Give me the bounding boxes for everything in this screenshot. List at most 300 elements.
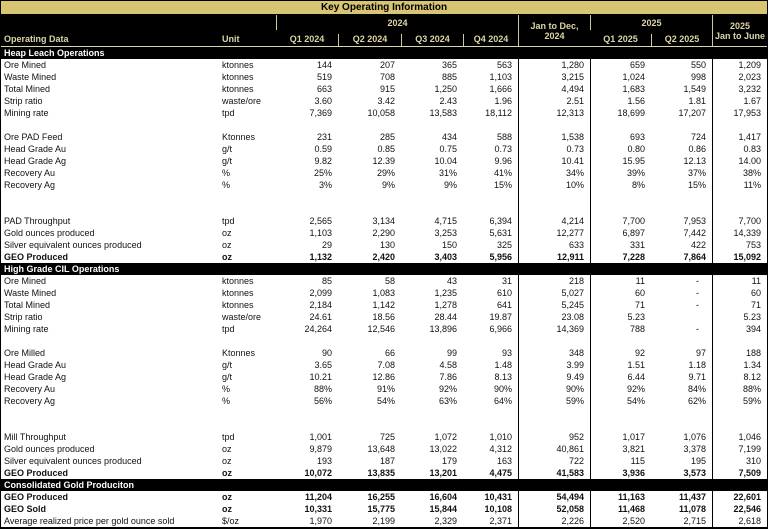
value-q1-2024: 7,369 [309, 108, 332, 118]
row-label-cell: GEO Produced [4, 468, 69, 478]
row-label-cell: GEO Produced [4, 492, 69, 502]
value-jan-to-june-2025: 3,232 [712, 83, 767, 95]
value-jan-to-june-2025: 0.83 [712, 143, 767, 155]
value-q4-2024: 90% [493, 384, 512, 394]
value-q3-2024: 2,329 [434, 516, 457, 526]
table-row [1, 419, 767, 431]
value-q2-2024: 13,648 [367, 444, 395, 454]
section-header-row [1, 263, 767, 275]
table-row [1, 359, 767, 371]
value-q2-2024: 54% [376, 396, 395, 406]
row-label-cell [1, 419, 214, 431]
value-jan-to-dec-2024: 59% [518, 395, 590, 407]
value-q1-2024: 519 [316, 72, 332, 82]
value-jan-to-june-2025: 7,509 [712, 467, 767, 479]
value-q1-2024: 10,072 [304, 468, 332, 478]
unit-cell: ktonnes [222, 276, 254, 286]
row-label-cell: Mining rate [4, 108, 49, 118]
header-group-2025: 2025 [590, 15, 712, 30]
table-row [1, 287, 767, 299]
section-title: High Grade CIL Operations [4, 264, 120, 274]
value-q2-2024: 10,058 [367, 108, 395, 118]
value-q4-2024 [463, 191, 518, 203]
value-q2-2025: - [696, 276, 699, 286]
header-q4-2024: Q4 2024 [463, 34, 518, 46]
value-q4-2024: 563 [496, 60, 512, 70]
value-q1-2025: 1,017 [590, 431, 651, 443]
value-q1-2025: 659 [590, 59, 651, 71]
header-jan-to-june-line2: Jan to June [714, 30, 765, 41]
unit-cell: % [222, 180, 231, 190]
value-jan-to-dec-2024: 1,538 [518, 131, 590, 143]
header-q2-2025: Q2 2025 [651, 34, 712, 46]
value-q3-2024: 31% [438, 168, 457, 178]
value-jan-to-dec-2024: 12,911 [518, 251, 590, 263]
header-col-jan-to-dec-2024 [518, 15, 590, 46]
value-q4-2024: 4,475 [489, 468, 512, 478]
value-q1-2025: 92 [590, 347, 651, 359]
value-q2-2024: 15,775 [367, 504, 395, 514]
value-q2-2025: 17,207 [678, 108, 706, 118]
unit-cell: % [222, 384, 231, 394]
unit-cell: g/t [222, 360, 233, 370]
table-row [1, 275, 767, 287]
value-q4-2024: 610 [496, 288, 512, 298]
row-label-cell [1, 203, 214, 215]
value-q2-2024: 29% [376, 168, 395, 178]
table-row [1, 467, 767, 479]
value-q1-2024: 193 [316, 456, 332, 466]
unit-cell: Ktonnes [222, 348, 256, 358]
value-q1-2025: 1.56 [590, 95, 651, 107]
value-q2-2024 [338, 191, 401, 203]
value-q4-2024: 588 [496, 132, 512, 142]
table-title-text: Key Operating Information [320, 2, 448, 13]
value-q1-2025: 8% [590, 179, 651, 191]
value-q2-2024: 725 [379, 432, 395, 442]
value-q1-2025: 11,468 [590, 503, 651, 515]
table-row [1, 491, 767, 503]
row-label-cell: Recovery Ag [4, 180, 56, 190]
row-label-cell [1, 335, 214, 347]
table-row [1, 311, 767, 323]
table-row [1, 179, 767, 191]
value-q2-2024: 3,134 [372, 216, 395, 226]
row-label-cell: Waste Mined [4, 72, 57, 82]
value-q3-2024: 885 [441, 72, 457, 82]
value-q2-2025 [651, 335, 712, 347]
value-q2-2024 [338, 203, 401, 215]
value-q3-2024 [401, 407, 463, 419]
header-q1-2025: Q1 2025 [603, 34, 638, 44]
row-label-cell [1, 191, 214, 203]
value-q1-2024: 0.59 [314, 144, 332, 154]
section-title: Consolidated Gold Produciton [4, 480, 134, 490]
value-q2-2025 [651, 419, 712, 431]
value-q1-2024 [276, 419, 338, 431]
value-q1-2024: 11,204 [304, 492, 332, 502]
value-q1-2025: 60 [590, 287, 651, 299]
row-label-cell: Recovery Au [4, 384, 56, 394]
value-jan-to-june-2025: 1.34 [712, 359, 767, 371]
value-jan-to-june-2025: 22,601 [712, 491, 767, 503]
value-q4-2024: 9.96 [494, 156, 512, 166]
value-q3-2024: 13,022 [429, 444, 457, 454]
table-row [1, 383, 767, 395]
value-q1-2025: 11 [590, 275, 651, 287]
value-q1-2025: 7,228 [590, 251, 651, 263]
value-jan-to-dec-2024: 10.41 [518, 155, 590, 167]
value-q2-2025: 3,573 [683, 468, 706, 478]
value-q1-2025: 6.44 [590, 371, 651, 383]
value-q4-2024: 163 [496, 456, 512, 466]
table-row [1, 335, 767, 347]
value-q3-2024: 99 [446, 348, 457, 358]
value-jan-to-dec-2024: 9.49 [518, 371, 590, 383]
value-q2-2024: 130 [379, 240, 395, 250]
table-row [1, 347, 767, 359]
value-q3-2024: 3,403 [434, 252, 457, 262]
table-row [1, 251, 767, 263]
table-row [1, 83, 767, 95]
value-q3-2024 [401, 119, 463, 131]
table-row [1, 503, 767, 515]
value-jan-to-dec-2024: 348 [518, 347, 590, 359]
unit-cell: tpd [222, 324, 235, 334]
section-header-row [1, 47, 767, 59]
value-q1-2025: 6,897 [590, 227, 651, 239]
row-label-cell: Waste Mined [4, 288, 57, 298]
value-jan-to-dec-2024: 40,861 [518, 443, 590, 455]
value-q1-2024: 88% [313, 384, 332, 394]
value-q4-2024: 1.96 [494, 96, 512, 106]
table-row [1, 407, 767, 419]
header-q2-2024: Q2 2024 [338, 34, 401, 46]
value-jan-to-june-2025: 1,417 [712, 131, 767, 143]
value-q2-2024: 16,255 [367, 492, 395, 502]
value-q2-2025: 9.71 [688, 372, 706, 382]
unit-cell: $/oz [222, 516, 240, 526]
value-jan-to-dec-2024: 633 [518, 239, 590, 251]
unit-cell: oz [222, 492, 232, 502]
value-jan-to-dec-2024: 54,494 [518, 491, 590, 503]
value-q1-2024 [276, 119, 338, 131]
value-q1-2024: 1,001 [309, 432, 332, 442]
value-q3-2024: 10.04 [434, 156, 457, 166]
value-q1-2024: 3% [318, 180, 332, 190]
row-label-cell: Head Grade Ag [4, 372, 67, 382]
value-q4-2024: 93 [501, 348, 512, 358]
value-q2-2024: 2,420 [372, 252, 395, 262]
value-jan-to-dec-2024: 34% [518, 167, 590, 179]
header-q3-2024: Q3 2024 [401, 34, 463, 46]
unit-cell [214, 419, 276, 431]
value-jan-to-dec-2024: 952 [518, 431, 590, 443]
value-jan-to-june-2025: 15,092 [712, 251, 767, 263]
value-q2-2024 [338, 407, 401, 419]
value-q1-2025: 0.80 [590, 143, 651, 155]
value-q2-2025: - [696, 300, 699, 310]
value-q2-2025: 11,078 [678, 504, 706, 514]
value-q2-2024: 58 [384, 276, 395, 286]
value-q2-2025 [651, 311, 712, 323]
value-q2-2024: 18.56 [372, 312, 395, 322]
header-q1-2024: Q1 2024 [289, 34, 325, 44]
unit-cell: tpd [222, 432, 235, 442]
value-q3-2024: 1,072 [434, 432, 457, 442]
value-jan-to-june-2025: 310 [712, 455, 767, 467]
value-jan-to-dec-2024: 2,226 [518, 515, 590, 527]
value-q3-2024: 2.43 [439, 96, 457, 106]
value-q2-2025: 97 [695, 348, 706, 358]
value-q2-2024: 1,083 [372, 288, 395, 298]
value-q2-2024: 9% [381, 180, 395, 190]
value-q2-2025: 195 [690, 456, 706, 466]
value-q1-2024 [276, 335, 338, 347]
value-q2-2025: 12.13 [683, 156, 706, 166]
value-jan-to-dec-2024: 4,214 [518, 215, 590, 227]
value-jan-to-dec-2024: 5,245 [518, 299, 590, 311]
row-label-cell: Strip ratio [4, 312, 43, 322]
value-q4-2024: 6,966 [489, 324, 512, 334]
value-q1-2025: 54% [590, 395, 651, 407]
value-jan-to-dec-2024: 14,369 [518, 323, 590, 335]
value-jan-to-june-2025 [712, 407, 767, 419]
row-label-cell: Total Mined [4, 84, 51, 94]
value-q1-2025: 7,700 [590, 215, 651, 227]
value-q1-2025: 5.23 [590, 311, 651, 323]
value-q1-2024: 90 [321, 348, 332, 358]
value-q4-2024: 10,108 [484, 504, 512, 514]
value-q3-2024: 7.86 [439, 372, 457, 382]
value-q3-2024: 92% [438, 384, 457, 394]
unit-cell: ktonnes [222, 60, 254, 70]
header-jan-to-june-line1: 2025 [729, 20, 751, 31]
table-row [1, 107, 767, 119]
value-q2-2025: 7,864 [683, 252, 706, 262]
value-q1-2025 [590, 119, 651, 131]
unit-cell [214, 203, 276, 215]
value-jan-to-june-2025: 5.23 [712, 311, 767, 323]
value-q2-2025: 62% [687, 396, 706, 406]
value-jan-to-dec-2024: 23.08 [518, 311, 590, 323]
value-q2-2025: 1.81 [688, 96, 706, 106]
table-row [1, 59, 767, 71]
value-q4-2024: 0.73 [494, 144, 512, 154]
row-label-cell: Silver equivalent ounces produced [4, 240, 142, 250]
value-jan-to-june-2025: 22,546 [712, 503, 767, 515]
value-q1-2025: 115 [590, 455, 651, 467]
value-q4-2024: 15% [493, 180, 512, 190]
value-q1-2024 [276, 407, 338, 419]
value-q3-2024: 13,896 [429, 324, 457, 334]
value-jan-to-dec-2024: 5,027 [518, 287, 590, 299]
header-group-2024: 2024 [276, 15, 518, 30]
table-row [1, 167, 767, 179]
value-q1-2024: 2,565 [309, 216, 332, 226]
row-label-cell: Silver equivalent ounces produced [4, 456, 142, 466]
unit-cell: ktonnes [222, 72, 254, 82]
value-q4-2024: 2,371 [489, 516, 512, 526]
value-q2-2025 [651, 203, 712, 215]
table-row [1, 215, 767, 227]
value-jan-to-dec-2024 [518, 191, 590, 203]
row-label-cell: GEO Produced [4, 252, 69, 262]
value-jan-to-june-2025: 394 [712, 323, 767, 335]
value-q4-2024: 10,431 [484, 492, 512, 502]
value-q1-2024 [276, 203, 338, 215]
value-jan-to-dec-2024 [518, 335, 590, 347]
value-q4-2024: 641 [496, 300, 512, 310]
value-q1-2024 [276, 191, 338, 203]
unit-cell: Ktonnes [222, 132, 256, 142]
value-q1-2024: 2,184 [309, 300, 332, 310]
table-row [1, 455, 767, 467]
value-jan-to-june-2025 [712, 203, 767, 215]
row-label-cell [1, 407, 214, 419]
value-q1-2024: 9.82 [314, 156, 332, 166]
value-q1-2024: 1,103 [309, 228, 332, 238]
value-jan-to-june-2025: 7,700 [712, 215, 767, 227]
value-q3-2024: 13,201 [429, 468, 457, 478]
value-q4-2024: 31 [501, 276, 512, 286]
unit-cell: ktonnes [222, 288, 254, 298]
value-q1-2025 [590, 191, 651, 203]
value-jan-to-june-2025: 71 [712, 299, 767, 311]
value-q1-2025: 11,163 [590, 491, 651, 503]
value-jan-to-dec-2024: 1,280 [518, 59, 590, 71]
value-q2-2024: 13,835 [367, 468, 395, 478]
value-q4-2024: 8.13 [494, 372, 512, 382]
unit-cell: oz [222, 504, 232, 514]
value-q3-2024: 365 [441, 60, 457, 70]
table-row [1, 119, 767, 131]
value-jan-to-dec-2024 [518, 203, 590, 215]
value-q1-2025: 3,821 [590, 443, 651, 455]
value-q2-2025: 0.86 [688, 144, 706, 154]
value-q2-2024: 2,199 [372, 516, 395, 526]
value-q1-2024: 10,331 [304, 504, 332, 514]
value-jan-to-dec-2024: 12,313 [518, 107, 590, 119]
unit-cell: % [222, 396, 231, 406]
row-label-cell [1, 119, 214, 131]
table-row [1, 431, 767, 443]
value-q4-2024: 41% [493, 168, 512, 178]
value-q1-2024: 3.65 [314, 360, 332, 370]
value-q1-2025: 788 [590, 323, 651, 335]
table-row [1, 395, 767, 407]
row-label-cell: Gold ounces produced [4, 444, 95, 454]
value-q2-2024: 0.85 [377, 144, 395, 154]
value-q3-2024 [401, 191, 463, 203]
header-jan-to-dec-line2: 2024 [544, 30, 565, 41]
value-jan-to-june-2025: 88% [712, 383, 767, 395]
value-q3-2024: 13,583 [429, 108, 457, 118]
value-q2-2025: 11,437 [678, 492, 706, 502]
value-q1-2024: 3.60 [314, 96, 332, 106]
row-label-cell: Gold ounces produced [4, 228, 95, 238]
value-q1-2025: 71 [590, 299, 651, 311]
table-row [1, 71, 767, 83]
table-header [1, 15, 767, 47]
value-q1-2025: 3,936 [590, 467, 651, 479]
row-label-cell: Strip ratio [4, 96, 43, 106]
unit-cell: oz [222, 444, 232, 454]
unit-cell: g/t [222, 156, 233, 166]
value-q4-2024: 1,103 [489, 72, 512, 82]
value-q3-2024: 1,235 [434, 288, 457, 298]
unit-cell: tpd [222, 108, 235, 118]
table-row [1, 131, 767, 143]
value-jan-to-dec-2024: 12,277 [518, 227, 590, 239]
value-q2-2024: 1,142 [372, 300, 395, 310]
unit-cell: % [222, 168, 231, 178]
row-label-cell: Head Grade Au [4, 144, 67, 154]
value-q2-2024: 66 [384, 348, 395, 358]
row-label-cell: Head Grade Au [4, 360, 67, 370]
value-q2-2024: 7.08 [377, 360, 395, 370]
value-jan-to-june-2025: 14,339 [712, 227, 767, 239]
value-jan-to-june-2025: 11 [712, 275, 767, 287]
value-q1-2025: 15.95 [590, 155, 651, 167]
value-jan-to-june-2025: 753 [712, 239, 767, 251]
unit-cell: g/t [222, 372, 233, 382]
value-q2-2024: 12.39 [372, 156, 395, 166]
row-label-cell: PAD Throughput [4, 216, 71, 226]
row-label-cell: Mill Throughput [4, 432, 66, 442]
value-q4-2024: 18,112 [485, 108, 512, 118]
value-q1-2024: 24,264 [304, 324, 332, 334]
value-q2-2025: 422 [690, 240, 706, 250]
value-q4-2024: 5,956 [489, 252, 512, 262]
row-label-cell: Ore Milled [4, 348, 46, 358]
value-q3-2024: 16,604 [429, 492, 457, 502]
value-q4-2024: 1.48 [494, 360, 512, 370]
value-q2-2024 [338, 119, 401, 131]
value-q1-2024: 56% [313, 396, 332, 406]
unit-cell: oz [222, 468, 232, 478]
row-label-cell: Ore PAD Feed [4, 132, 63, 142]
value-jan-to-june-2025: 60 [712, 287, 767, 299]
value-q2-2025: 1,076 [683, 432, 706, 442]
value-q1-2024: 231 [316, 132, 332, 142]
value-jan-to-dec-2024: 52,058 [518, 503, 590, 515]
table-row [1, 203, 767, 215]
value-q2-2025: 724 [690, 132, 706, 142]
table-row [1, 239, 767, 251]
value-q4-2024: 1,010 [489, 432, 512, 442]
value-q2-2025: 550 [690, 60, 706, 70]
value-q3-2024: 4.58 [439, 360, 457, 370]
section-header-row [1, 479, 767, 491]
table-title [1, 1, 767, 15]
value-jan-to-june-2025: 188 [712, 347, 767, 359]
unit-cell: oz [222, 456, 232, 466]
value-q2-2025: - [696, 324, 699, 334]
table-row [1, 155, 767, 167]
value-q4-2024: 4,312 [489, 444, 512, 454]
table-row [1, 191, 767, 203]
value-q3-2024: 4,715 [434, 216, 457, 226]
value-q4-2024 [463, 203, 518, 215]
value-q2-2024: 12,546 [367, 324, 395, 334]
value-q2-2024: 915 [379, 84, 395, 94]
table-row [1, 443, 767, 455]
value-q3-2024 [401, 419, 463, 431]
value-jan-to-june-2025 [712, 335, 767, 347]
value-q2-2025: 3,378 [683, 444, 706, 454]
value-q2-2024: 2,290 [372, 228, 395, 238]
